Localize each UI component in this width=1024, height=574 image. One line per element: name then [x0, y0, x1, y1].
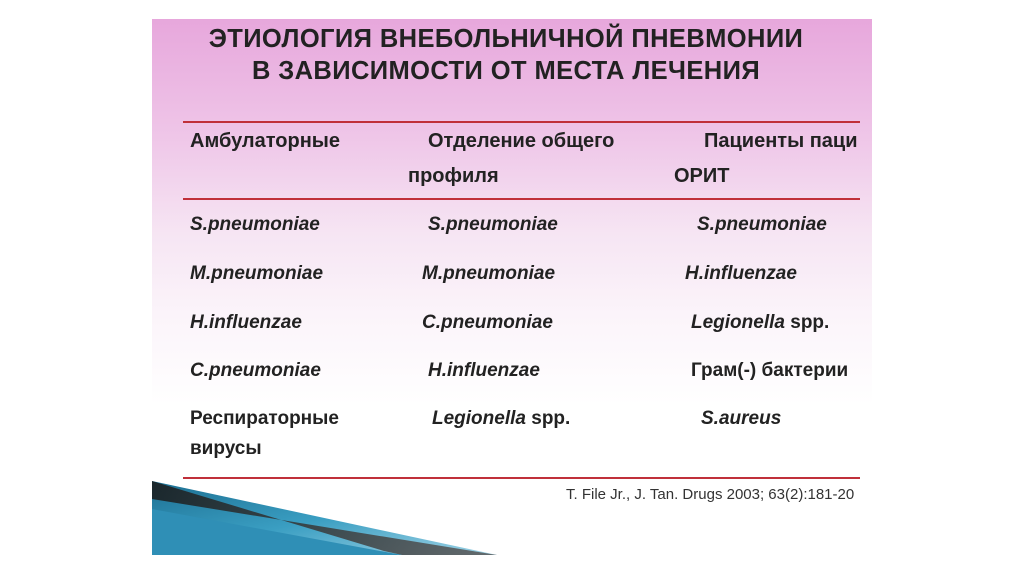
genus-name: Legionella: [691, 312, 785, 333]
header-general-ward-line1: Отделение общего: [428, 130, 615, 152]
genus-name: Legionella: [432, 408, 526, 429]
table-cell: H.influenzae: [685, 263, 797, 284]
table-cell: M.pneumoniae: [422, 263, 556, 284]
table-cell: H.influenzae: [428, 360, 540, 381]
table-cell: S.pneumoniae: [190, 214, 320, 235]
table-cell: S.aureus: [701, 408, 782, 429]
header-icu-line1: Пациенты паци: [704, 130, 858, 152]
table-cell: Респираторные: [190, 408, 339, 429]
table-cell: C.pneumoniae: [422, 312, 553, 333]
table-cell: S.pneumoniae: [428, 214, 558, 235]
table-cell: C.pneumoniae: [190, 360, 321, 381]
reference-citation: T. File Jr., J. Tan. Drugs 2003; 63(2):181-20: [566, 486, 855, 503]
table-cell: вирусы: [190, 438, 262, 459]
title-line-2: В ЗАВИСИМОСТИ ОТ МЕСТА ЛЕЧЕНИЯ: [251, 57, 761, 85]
title-line-1: ЭТИОЛОГИЯ ВНЕБОЛЬНИЧНОЙ ПНЕВМОНИИ: [208, 25, 804, 53]
header-general-ward-line2: профиля: [408, 165, 499, 187]
decorative-wedge: [152, 19, 872, 555]
slide: [152, 19, 872, 555]
spp-suffix: spp.: [784, 312, 830, 333]
table-cell: M.pneumoniae: [190, 263, 324, 284]
table-cell: Грам(-) бактерии: [691, 360, 849, 381]
table-cell: H.influenzae: [190, 312, 302, 333]
header-outpatient: Амбулаторные: [190, 130, 340, 152]
table-cell: S.pneumoniae: [697, 214, 827, 235]
header-icu-line2: ОРИТ: [674, 165, 730, 187]
spp-suffix: spp.: [525, 408, 571, 429]
